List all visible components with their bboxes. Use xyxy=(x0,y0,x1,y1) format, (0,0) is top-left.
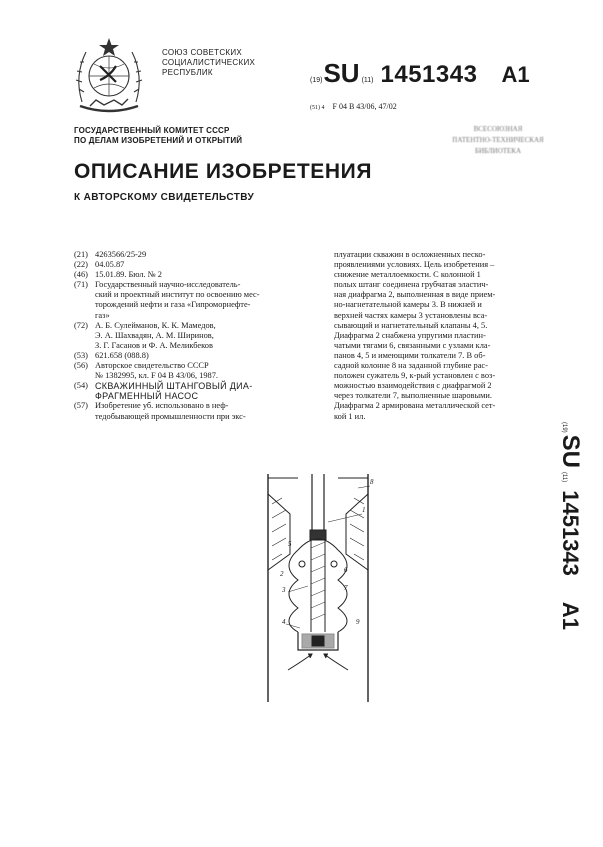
biblio-text: газ» xyxy=(95,310,110,320)
biblio-record xyxy=(74,270,330,280)
union-line: СОЮЗ СОВЕТСКИХ xyxy=(162,48,243,57)
biblio-text: СКВАЖИННЫЙ ШТАНГОВЫЙ ДИА- xyxy=(95,381,253,392)
inid-code xyxy=(74,371,95,381)
figure-label: 6 xyxy=(344,566,348,574)
union-line: РЕСПУБЛИК xyxy=(162,68,213,77)
figure-label: 7 xyxy=(344,584,348,592)
committee xyxy=(74,126,242,146)
inid-11: (11) xyxy=(361,77,374,84)
bibliographic-data xyxy=(74,250,330,422)
stamp-line: БИБЛИОТЕКА xyxy=(474,147,522,155)
inid-code xyxy=(74,412,95,422)
ussr-emblem-icon xyxy=(72,36,146,116)
vertical-patent-number xyxy=(548,418,588,698)
biblio-text: З. Г. Гасанов и Ф. А. Меликбеков xyxy=(95,340,213,350)
abstract-line: панов 4, 5 и имеющими толкатели 7. В об- xyxy=(334,350,486,360)
abstract-line: полых штанг соединена грубчатая эластич- xyxy=(334,280,489,290)
abstract-line: Диафрагма 2 снабжена упругими пластин- xyxy=(334,330,486,340)
inid-code: (72) xyxy=(74,320,88,330)
inid-code: (54) xyxy=(74,381,88,391)
document-subtitle: К АВТОРСКОМУ СВИДЕТЕЛЬСТВУ xyxy=(74,192,255,203)
inid-code: (57) xyxy=(74,401,88,411)
biblio-record xyxy=(74,250,330,260)
biblio-record xyxy=(74,361,330,371)
inid-19: (19) xyxy=(561,422,567,433)
biblio-text: 4263566/25-29 xyxy=(95,250,147,259)
committee-line: ГОСУДАРСТВЕННЫЙ КОМИТЕТ СССР xyxy=(74,126,230,135)
inid-code xyxy=(74,311,95,321)
inid-code: (46) xyxy=(74,270,88,280)
country-code: SU xyxy=(557,434,584,469)
biblio-record xyxy=(74,331,330,341)
biblio-record xyxy=(74,280,330,290)
biblio-record xyxy=(74,371,330,381)
abstract-line: положен сужатель 9, к-рый установлен с воз- xyxy=(334,371,496,381)
ipc-value: F 04 B 43/06, 47/02 xyxy=(332,102,397,111)
biblio-record xyxy=(74,401,330,411)
biblio-text: ский и проектный институт по освоению мес- xyxy=(95,290,260,300)
biblio-text: № 1382995, кл. F 04 B 43/06, 1987. xyxy=(95,371,219,381)
kind-code: A1 xyxy=(501,62,530,87)
biblio-record xyxy=(74,321,330,331)
figure-label: 4 xyxy=(282,618,286,626)
biblio-text: тедобывающей промышленности при экс- xyxy=(95,411,246,421)
biblio-record xyxy=(74,290,330,300)
biblio-record xyxy=(74,311,330,321)
biblio-text: ФРАГМЕННЫЙ НАСОС xyxy=(95,391,199,402)
abstract-line: чатыми тягами 6, связанными с узлами кла- xyxy=(334,340,491,350)
biblio-record xyxy=(74,341,330,351)
figure-label: 5 xyxy=(288,540,292,548)
inid-code: (53) xyxy=(74,350,88,360)
abstract-line: плуатации скважин в осложненных песко- xyxy=(334,250,486,259)
inid-code: (22) xyxy=(74,260,88,270)
abstract-line: кой 1 ил. xyxy=(334,411,366,421)
inid-code xyxy=(74,391,95,401)
biblio-record xyxy=(74,300,330,310)
biblio-text: торождений нефти и газа «Гипроморнефте- xyxy=(95,300,251,310)
patent-number: 1451343 xyxy=(380,61,478,88)
stamp-line: ВСЕСОЮЗНАЯ xyxy=(473,125,523,133)
union-line: СОЦИАЛИСТИЧЕСКИХ xyxy=(162,58,256,67)
inid-code xyxy=(74,290,95,300)
abstract-line: через толкатели 7, выполненные шаровыми. xyxy=(334,391,493,401)
inid-11: (11) xyxy=(561,472,567,483)
inid-code: (21) xyxy=(74,250,88,259)
kind-code: A1 xyxy=(558,601,583,631)
union-name xyxy=(162,48,255,78)
inid-code xyxy=(74,300,95,310)
abstract-line: снижение металлоемкости. С колонной 1 xyxy=(334,270,481,280)
abstract-line: сывающий и нагнетательный клапаны 4, 5. xyxy=(334,320,488,330)
figure-label: 9 xyxy=(356,618,360,626)
biblio-record xyxy=(74,391,330,401)
figure-label: 2 xyxy=(280,570,284,578)
biblio-record xyxy=(74,351,330,361)
abstract-line: можностью взаимодействия с диафрагмой 2 xyxy=(334,381,492,391)
inid-code xyxy=(74,341,95,351)
biblio-text: 621.658 (088.8) xyxy=(95,350,149,360)
abstract-line: но-нагнетательной камеры 3. В нижней и xyxy=(334,300,482,310)
patent-number: 1451343 xyxy=(558,490,583,576)
ipc-class xyxy=(310,102,397,111)
inid-19: (19) xyxy=(310,77,323,84)
figure-label: 8 xyxy=(370,478,374,486)
biblio-text: 04.05.87 xyxy=(95,260,125,270)
abstract xyxy=(334,250,538,422)
abstract-line: садной колонне 8 на заданной глубине рас- xyxy=(334,361,488,371)
inid-code xyxy=(74,331,95,341)
library-stamp xyxy=(448,124,548,180)
figure-label: 1 xyxy=(362,506,366,514)
pump-figure xyxy=(258,474,378,704)
biblio-text: Изобретение уб. использовано в неф- xyxy=(95,401,229,411)
biblio-record xyxy=(74,381,330,391)
biblio-text: Э. А. Шахвадян, А. М. Ширинов, xyxy=(95,330,214,340)
biblio-text: Государственный научно-исследователь- xyxy=(95,280,241,290)
biblio-text: Авторское свидетельство СССР xyxy=(95,361,209,371)
committee-line: ПО ДЕЛАМ ИЗОБРЕТЕНИЙ И ОТКРЫТИЙ xyxy=(74,136,243,145)
inid-51: (51) 4 xyxy=(310,105,325,111)
abstract-line: Диафрагма 2 армирована металлической сет- xyxy=(334,401,496,411)
abstract-line: ная диафрагма 2, выполненная в виде прием- xyxy=(334,290,496,300)
abstract-line: проявлениями условиях. Цель изобретения – xyxy=(334,260,495,270)
biblio-text: 15.01.89. Бюл. № 2 xyxy=(95,270,162,280)
document-title: ОПИСАНИЕ ИЗОБРЕТЕНИЯ xyxy=(74,160,373,183)
figure-label: 3 xyxy=(282,586,286,594)
inid-code: (71) xyxy=(74,280,88,290)
abstract-line: верхней частях камеры 3 установлены вса- xyxy=(334,310,488,320)
biblio-record xyxy=(74,412,330,422)
patent-header xyxy=(310,58,530,89)
inid-code: (56) xyxy=(74,361,88,371)
stamp-line: ПАТЕНТНО-ТЕХНИЧЕСКАЯ xyxy=(452,136,544,144)
biblio-text: А. Б. Сулейманов, К. К. Мамедов, xyxy=(95,320,216,330)
country-code: SU xyxy=(323,58,360,88)
biblio-record xyxy=(74,260,330,270)
